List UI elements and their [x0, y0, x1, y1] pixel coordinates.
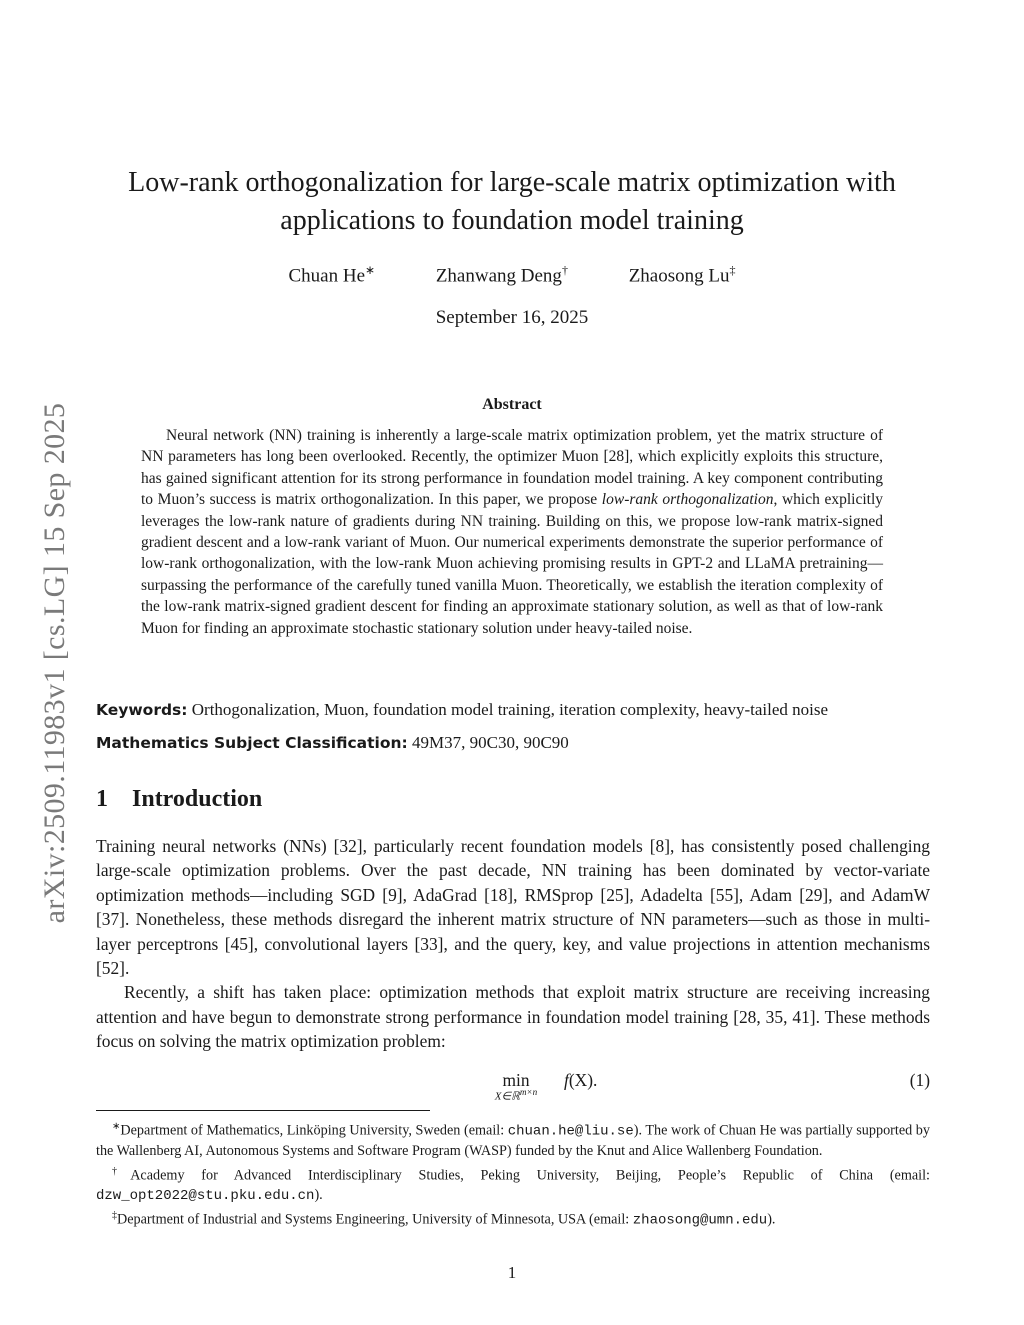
- equation-tag: (1): [909, 1070, 930, 1090]
- author-1: Chuan He∗: [288, 263, 376, 287]
- author-3-mark: ‡: [729, 263, 736, 277]
- footnotes: [96, 1117, 930, 1232]
- author-list: [96, 263, 928, 287]
- author-2: Zhanwang Deng†: [435, 263, 568, 287]
- section-heading-introduction: [96, 786, 262, 813]
- footnote-1: ∗Department of Mathematics, Linköping University, Sweden (email: chuan.he@liu.se). The work of Chuan He was partially supported by the Wallenberg AI, Autonomous Systems and Software Program (WASP) funded by the Knut and Alice Wallenberg Foundation.: [96, 1121, 930, 1160]
- footnote-2: †Academy for Advanced Interdisciplinary Studies, Peking University, Beijing, People’s Republic of China (email: dzw_opt2022@stu.pku.edu.cn).: [96, 1165, 930, 1204]
- equation-min-operator: min X∈ℝ$^{m\times n}$: [494, 1070, 538, 1103]
- msc-text: 49M37, 90C30, 90C90: [412, 733, 569, 752]
- paper-title: [96, 164, 928, 240]
- keywords-text: Orthogonalization, Muon, foundation model training, iteration complexity, heavy-tailed noise: [191, 700, 828, 719]
- abstract-body: Neural network (NN) training is inherently a large-scale matrix optimization problem, yet the matrix structure of NN parameters has long been overlooked. Recently, the optimizer Muon [28], which explicitly exploits this structure, has gained significant attention for its strong performance in foundation model training. A key component contributing to Muon’s success is matrix orthogonalization. In this paper, we propose low-rank orthogonalization, which explicitly leverages the low-rank nature of gradients during NN training. Building on this, we propose low-rank matrix-signed gradient descent and a low-rank variant of Muon. Our numerical experiments demonstrate the superior performance of low-rank orthogonalization, with the low-rank Muon achieving promising results in GPT-2 and LLaMA pretraining—surpassing the performance of the carefully tuned vanilla Muon. Theoretically, we establish the iteration complexity of the low-rank matrix-signed gradient descent for finding an approximate stationary solution, as well as that of low-rank Muon for finding an approximate stochastic stationary solution under heavy-tailed noise.: [141, 427, 884, 637]
- keywords-label: Keywords:: [96, 701, 188, 719]
- page-number: 1: [507, 1263, 517, 1282]
- equation-expression: f(X).: [564, 1070, 598, 1090]
- arxiv-stamp: arXiv:2509.11983v1 [cs.LG] 15 Sep 2025: [38, 402, 71, 924]
- author-2-mark: †: [561, 263, 568, 277]
- email-link-2[interactable]: dzw_opt2022@stu.pku.edu.cn: [96, 1187, 315, 1204]
- title-line-1: Low-rank orthogonalization for large-scale matrix optimization with: [128, 167, 896, 198]
- section-number: 1: [96, 786, 108, 812]
- msc-label: Mathematics Subject Classification:: [96, 734, 408, 752]
- email-link-3[interactable]: zhaosong@umn.edu: [632, 1213, 768, 1230]
- section-title: Introduction: [132, 786, 263, 812]
- keywords: [96, 700, 930, 720]
- footnote-3: ‡Department of Industrial and Systems Engineering, University of Minnesota, USA (email: zhaosong@umn.edu).: [112, 1210, 776, 1230]
- msc-classification: [96, 733, 930, 753]
- abstract-heading: Abstract: [482, 396, 542, 413]
- intro-paragraph-2: Recently, a shift has taken place: optimization methods that exploit matrix structure are receiving increasing attention and have begun to demonstrate strong performance in foundation model training [28, 35, 41]. These methods focus on solving the matrix optimization problem:: [96, 982, 930, 1052]
- footnote-rule: [96, 1110, 430, 1111]
- intro-paragraph-1: Training neural networks (NNs) [32], particularly recent foundation models [8], has consistently posed challenging large-scale optimization problems. Over the past decade, NN training has been dominated by vector-variate optimization methods—including SGD [9], AdaGrad [18], RMSprop [25], Adadelta [55], Adam [29], and AdamW [37]. Nonetheless, these methods disregard the inherent matrix structure of NN parameters—such as those in multi-layer perceptrons [45], convolutional layers [33], and the query, key, and value projections in attention mechanisms [52].: [96, 836, 930, 979]
- title-line-2: applications to foundation model training: [280, 205, 744, 236]
- publication-date: September 16, 2025: [435, 307, 589, 328]
- equation-1: [96, 1068, 930, 1104]
- author-1-mark: ∗: [365, 263, 376, 277]
- introduction-body: [96, 834, 930, 1054]
- abstract-emphasis: low-rank orthogonalization: [601, 491, 774, 509]
- email-link-1[interactable]: chuan.he@liu.se: [507, 1123, 634, 1140]
- author-3: Zhaosong Lu‡: [628, 263, 736, 287]
